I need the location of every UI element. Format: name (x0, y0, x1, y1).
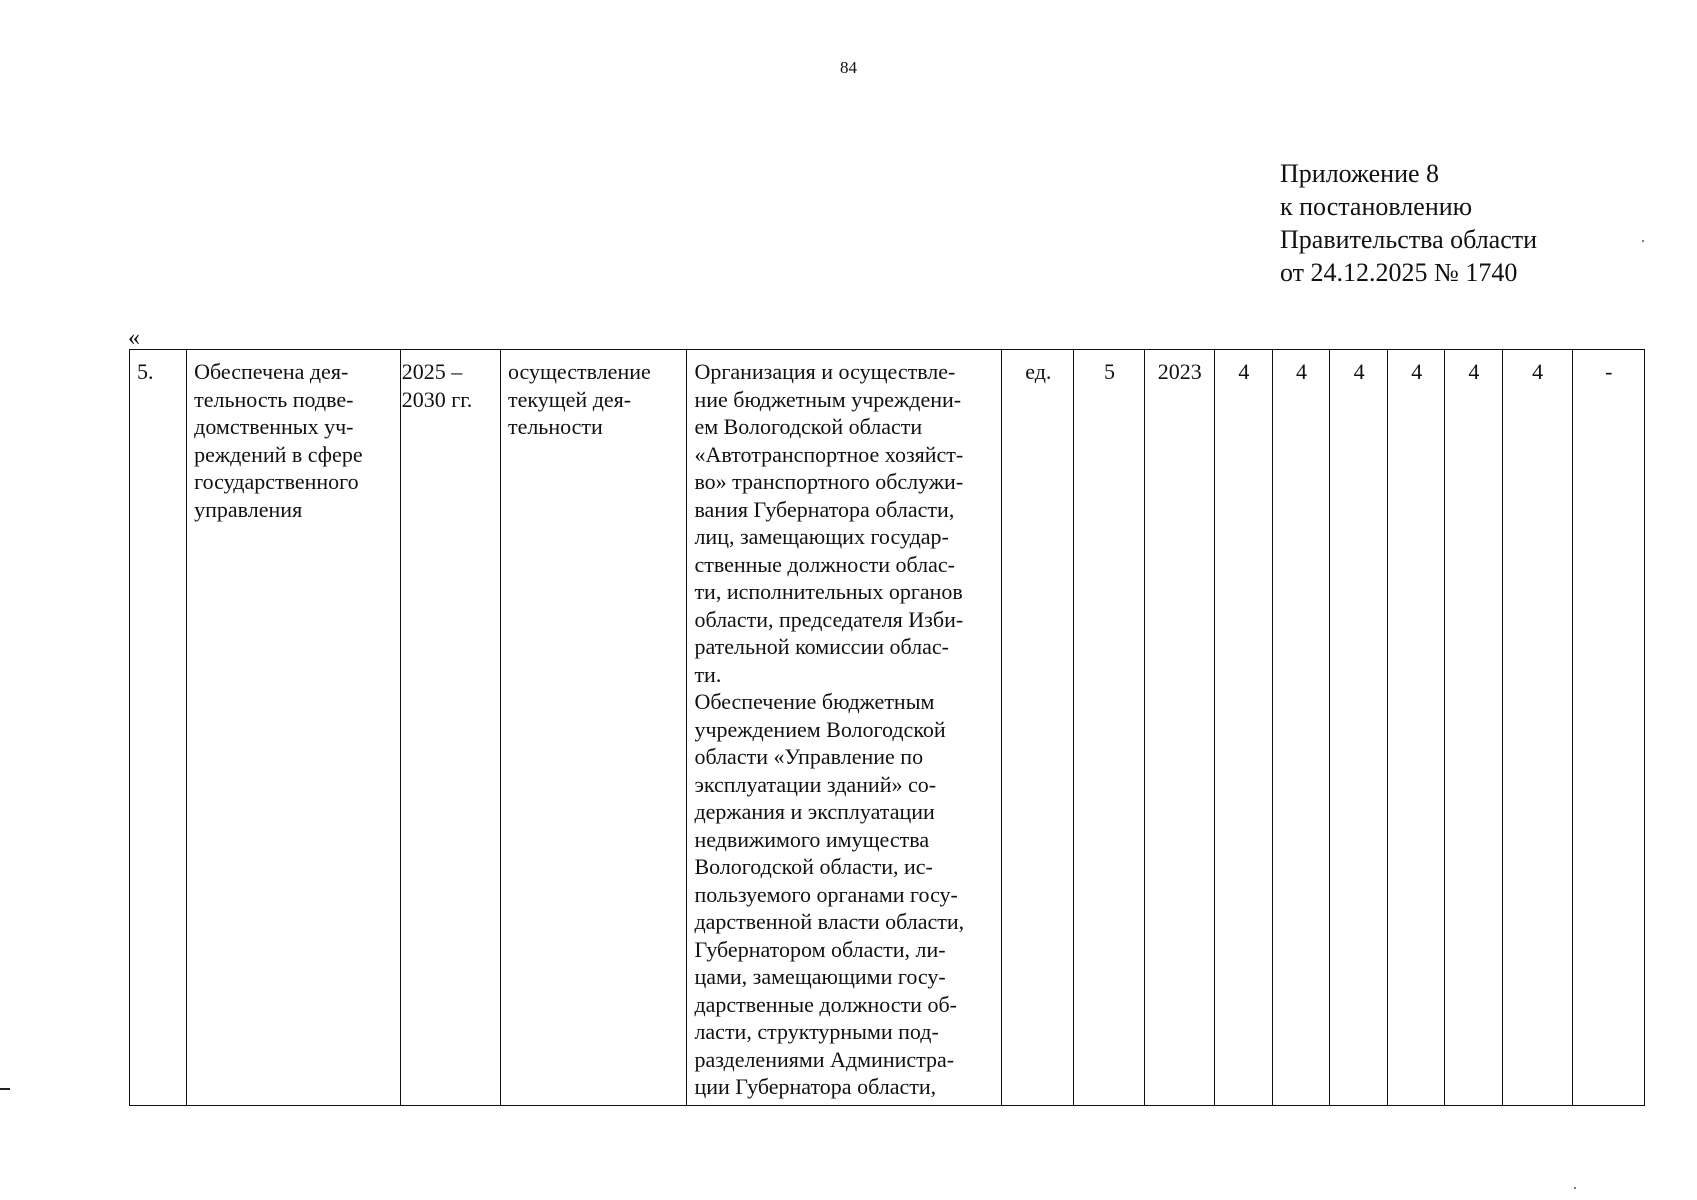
appendix-line-2: к постановлению (1280, 192, 1473, 221)
task-cell (187, 350, 401, 1106)
value-cell (1445, 350, 1502, 1106)
description-cell (687, 350, 1002, 1106)
scan-speck (1642, 240, 1644, 242)
value-cell (1330, 350, 1388, 1106)
task-text: Обеспечена дея- тельность подве- домственных уч- реждений в сфере государственного управления (194, 359, 363, 522)
period-cell (400, 350, 500, 1106)
base-value-text: 5 (1104, 359, 1116, 384)
type-text: осуществление текущей дея- тельности (507, 359, 651, 439)
table-row (130, 350, 1645, 1106)
page-number: 84 (840, 58, 857, 77)
appendix-line-3: Правительства области (1280, 225, 1538, 254)
value-text: 4 (1238, 359, 1250, 384)
period-text: 2025 – 2030 гг. (401, 359, 473, 412)
row-number: 5. (137, 359, 154, 384)
value-text: 4 (1296, 359, 1307, 384)
value-text: 4 (1532, 359, 1544, 384)
base-year-cell (1144, 350, 1214, 1106)
row-number-cell (130, 350, 187, 1106)
scan-speck (1574, 1187, 1576, 1189)
program-table (129, 349, 1645, 1106)
value-cell (1502, 350, 1572, 1106)
opening-quote: « (128, 325, 140, 351)
last-cell (1572, 350, 1644, 1106)
value-cell (1214, 350, 1272, 1106)
appendix-line-4: от 24.12.2025 № 1740 (1280, 258, 1518, 287)
value-text: 4 (1468, 359, 1480, 384)
unit-text: ед. (1025, 359, 1052, 384)
base-value-cell (1074, 350, 1144, 1106)
description-text: Организация и осуществле- ние бюджетным учреждени- ем Вологодской области «Автотранспортное хозяйст- во» транспортного обслужи- вания Губернатора области, лиц, замещающих государ- ственные должности облас- ти, исполнительных органов области, председателя Изби- рательной комиссии облас- ти. Обеспечение бюджетным учреждением Вологодской области «Управление по эксплуатации зданий» со- держания и эксплуатации недвижимого имущества Вологодской области, ис- пользуемого органами госу- дарственной власти области, Губернатором области, ли- цами, замещающими госу- дарственные должности об- ласти, структурными под- разделениями Администра- ции Губернатора области, (694, 359, 965, 1099)
appendix-line-1: Приложение 8 (1280, 159, 1440, 188)
base-year-text: 2023 (1157, 359, 1202, 384)
value-cell (1388, 350, 1445, 1106)
margin-dash (0, 1088, 10, 1090)
unit-cell (1002, 350, 1074, 1106)
value-text: 4 (1411, 359, 1423, 384)
last-text: - (1605, 359, 1613, 384)
value-cell (1272, 350, 1329, 1106)
appendix-header (1280, 157, 1537, 289)
value-text: 4 (1353, 359, 1365, 384)
type-cell (500, 350, 686, 1106)
